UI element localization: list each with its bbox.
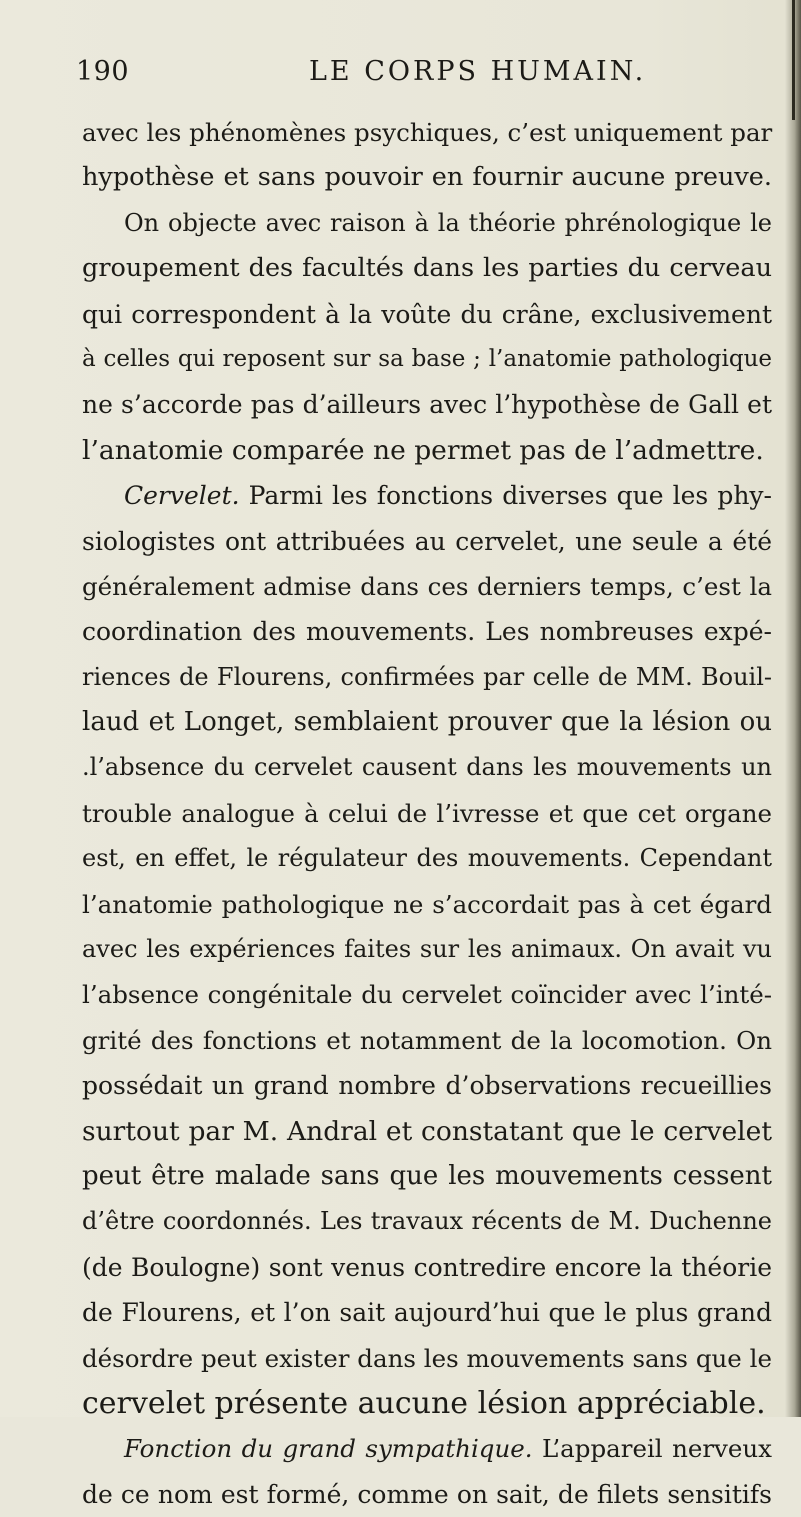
text-line: coordination des mouvements. Les nombreuses expé- [82,617,772,647]
text-line: Cervelet. Parmi les fonctions diverses que les phy- [124,481,772,511]
text-line: de Flourens, et l’on sait aujourd’hui que le plus grand [82,1298,772,1328]
text-line: surtout par M. Andral et constatant que le cervelet [82,1115,772,1147]
text-line: cervelet présente aucune lésion appréciable. [82,1385,766,1421]
text-line: ne s’accorde pas d’ailleurs avec l’hypothèse de Gall et [82,390,772,420]
text-line: possédait un grand nombre d’observations recueillies [82,1071,772,1101]
text-line: à celles qui reposent sur sa base ; l’anatomie pathologique [82,345,772,372]
page-header [0,56,801,92]
text-line: l’anatomie comparée ne permet pas de l’admettre. [82,434,764,466]
text-line: avec les phénomènes psychiques, c’est uniquement par [82,118,773,147]
text-line: généralement admise dans ces derniers temps, c’est la [82,571,772,601]
section-heading-cervelet: Cervelet. [124,481,240,511]
running-title: LE CORPS HUMAIN. [309,56,647,87]
text-line: riences de Flourens, confirmées par celle de MM. Bouil- [82,662,772,691]
text-line: l’anatomie pathologique ne s’accordait pas à cet égard [82,889,772,919]
text-line: .l’absence du cervelet causent dans les mouvements un [82,753,772,782]
text-line: laud et Longet, semblaient prouver que la lésion ou [82,707,772,738]
text-line: trouble analogue à celui de l’ivresse et que cet organe [82,798,772,828]
text-line: avec les expériences faites sur les animaux. On avait vu [82,935,772,964]
text-line: On objecte avec raison à la théorie phrénologique le [124,208,772,237]
body-text [82,110,772,1517]
section-heading-grand-sympathique: Fonction du grand sympathique. [124,1434,533,1464]
text-line: groupement des facultés dans les parties du cerveau [82,253,772,284]
text-line: l’absence congénitale du cervelet coïncider avec l’inté- [82,980,772,1010]
text-line: Fonction du grand sympathique. L’appareil nerveux [124,1434,772,1464]
text-line: hypothèse et sans pouvoir en fournir aucune preuve. [82,162,772,193]
text-line: est, en effet, le régulateur des mouvements. Cependant [82,844,772,873]
page-edge-shadow [785,0,801,1417]
text-line: d’être coordonnés. Les travaux récents de M. Duchenne [82,1207,772,1236]
text-line: peut être malade sans que les mouvements cessent [82,1160,772,1191]
text-line: (de Boulogne) sont venus contredire encore la théorie [82,1252,772,1282]
text-line: grité des fonctions et notamment de la locomotion. On [82,1025,772,1055]
text-line: de ce nom est formé, comme on sait, de filets sensitifs [82,1479,772,1509]
text-line: qui correspondent à la voûte du crâne, exclusivement [82,299,772,329]
text-line: désordre peut exister dans les mouvements sans que le [82,1343,772,1373]
page-number: 190 [76,56,130,87]
text-line: siologistes ont attribuées au cervelet, une seule a été [82,526,772,556]
